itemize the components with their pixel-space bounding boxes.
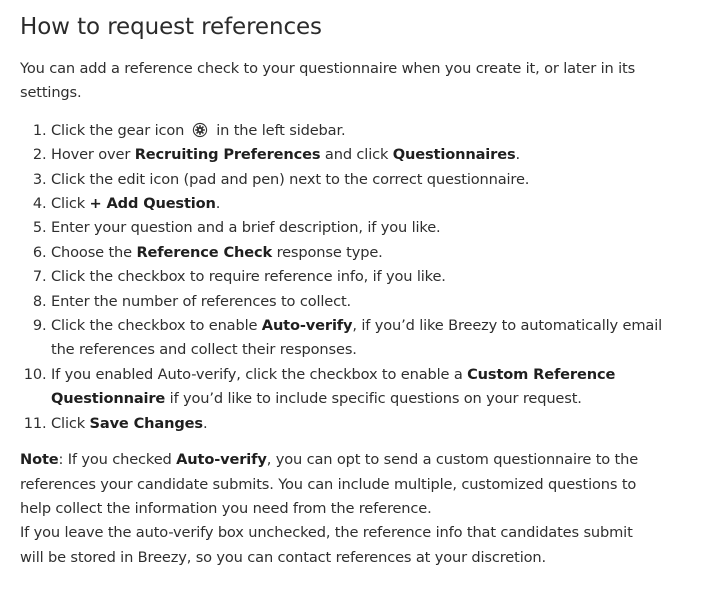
step-9: 9. Click the checkbox to enable Auto-verify, if you’d like Breezy to automatically email the references and collect their responses. [51,314,681,363]
step-4: 4. Click + Add Question. [51,192,681,216]
save-changes-label: Save Changes [89,414,203,432]
step-6: 6. Choose the Reference Check response type. [51,241,681,265]
questionnaires-label: Questionnaires [392,146,516,164]
note-section [20,448,688,570]
step-10: 10. If you enabled Auto-verify, click the checkbox to enable a Custom Reference Questionnaire if you’d like to include specific questions on your request. [51,363,681,412]
page-title: How to request references [20,14,322,40]
step-3: 3. Click the edit icon (pad and pen) next to the correct questionnaire. [51,168,681,192]
step-2: 2. Hover over Recruiting Preferences and click Questionnaires. [51,143,681,167]
step-1: 1. Click the gear icon in the left sidebar. [51,119,681,143]
steps-list [20,119,681,436]
reference-check-label: Reference Check [136,243,273,261]
note-paragraph-1: Note: If you checked Auto-verify, you can opt to send a custom questionnaire to the references your candidate submits. You can include multiple, customized questions to help collect the information you need from the reference. [20,451,639,517]
intro-paragraph: You can add a reference check to your questionnaire when you create it, or later in its settings. [20,60,636,102]
step-8: 8. Enter the number of references to collect. [51,290,681,314]
step-11: 11. Click Save Changes. [51,412,681,436]
recruiting-preferences-label: Recruiting Preferences [134,146,321,164]
auto-verify-label: Auto-verify [261,317,353,335]
note-paragraph-2: If you leave the auto-verify box unchecked, the reference info that candidates submit will be stored in Breezy, so you can contact references at your discretion. [20,524,633,566]
custom-reference-questionnaire-label: Custom Reference Questionnaire [51,365,616,408]
step-7: 7. Click the checkbox to require reference info, if you like. [51,265,681,289]
note-label: Note [20,451,59,469]
note-auto-verify-label: Auto-verify [176,451,267,469]
add-question-label: + Add Question [89,195,216,213]
step-5: 5. Enter your question and a brief description, if you like. [51,216,681,240]
gear-icon [192,122,208,138]
